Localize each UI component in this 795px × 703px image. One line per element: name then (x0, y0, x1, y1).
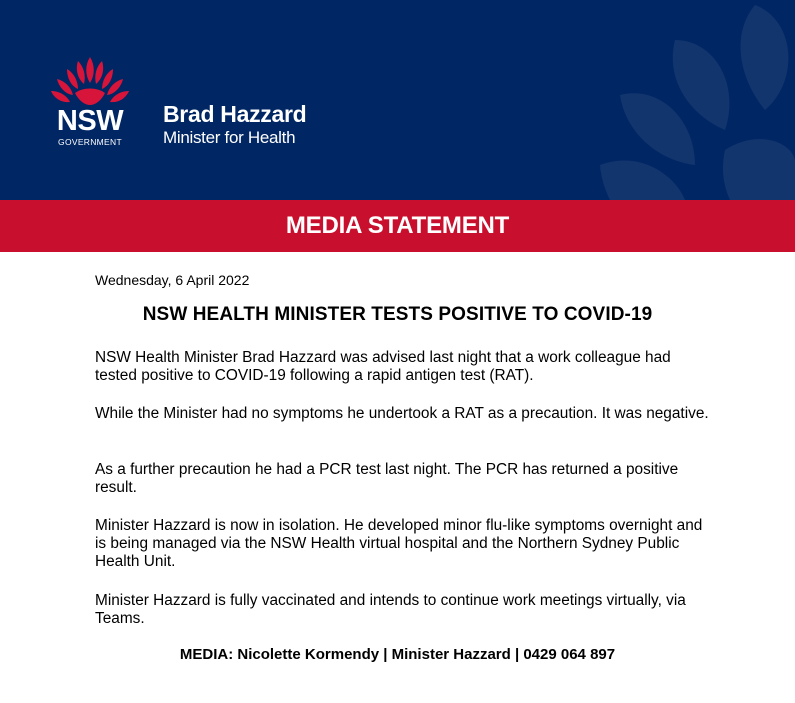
logo-wordmark: NSW (56, 105, 124, 137)
paragraph: While the Minister had no symptoms he undertook a RAT as a precaution. It was negative. (95, 405, 709, 422)
statement-headline: NSW HEALTH MINISTER TESTS POSITIVE TO COVID-19 (142, 304, 653, 325)
media-contact: MEDIA: Nicolette Kormendy | Minister Hazzard | 0429 064 897 (179, 646, 616, 663)
logo-subtext: GOVERNMENT (58, 137, 122, 147)
nsw-government-logo (47, 55, 133, 151)
paragraph: NSW Health Minister Brad Hazzard was advised last night that a work colleague had tested positive to COVID-19 following a rapid antigen test (RAT). (95, 349, 671, 384)
minister-title: Minister for Health (163, 128, 296, 147)
paragraph: As a further precaution he had a PCR test last night. The PCR has returned a positive result. (95, 461, 679, 496)
paragraph: Minister Hazzard is fully vaccinated and intends to continue work meetings virtually, via Teams. (95, 592, 686, 627)
media-statement-banner: MEDIA STATEMENT (0, 200, 795, 252)
header (0, 0, 795, 200)
minister-name: Brad Hazzard (163, 101, 307, 127)
waratah-icon (47, 55, 133, 107)
paragraph: Minister Hazzard is now in isolation. He developed minor flu-like symptoms overnight and is being managed via the NSW Health virtual hospital and the Northern Sydney Public Health Unit. (95, 517, 703, 570)
waratah-watermark-icon (525, 0, 795, 200)
statement-date: Wednesday, 6 April 2022 (95, 272, 250, 288)
